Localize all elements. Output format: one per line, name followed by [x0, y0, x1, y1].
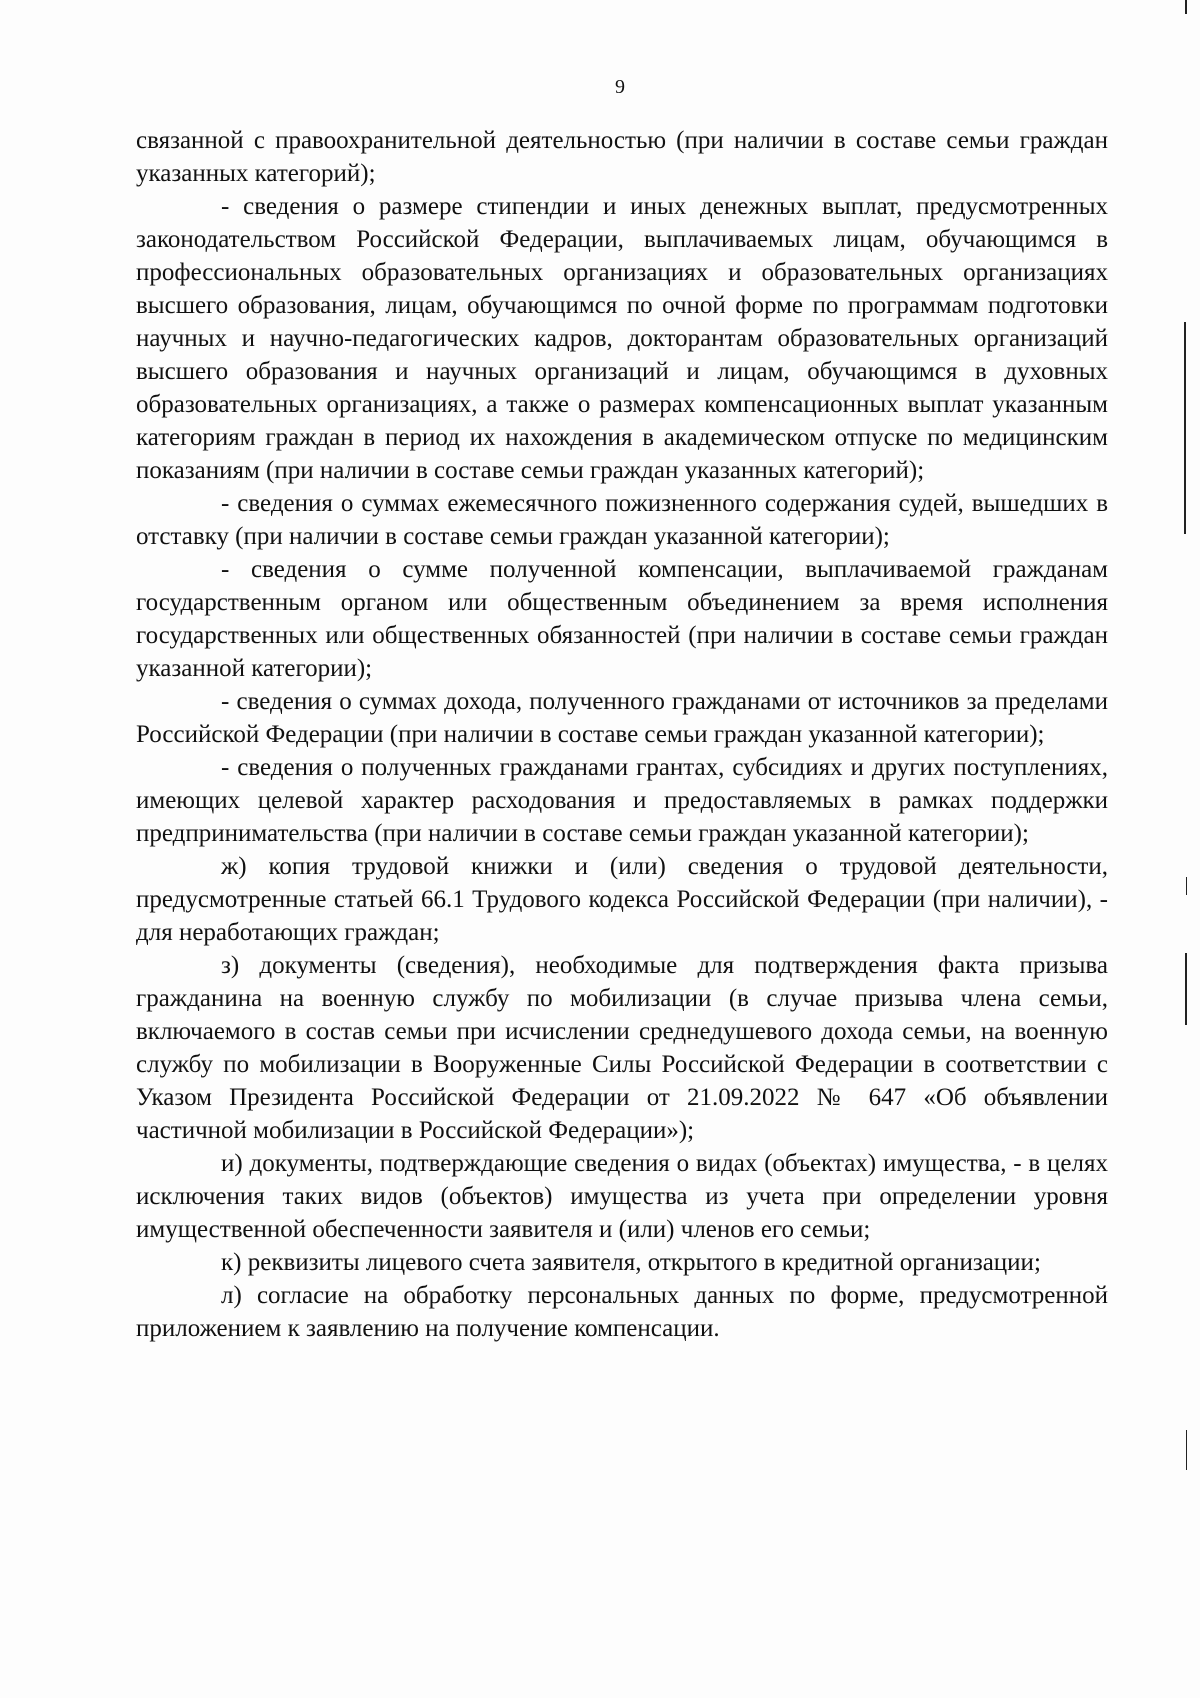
paragraph-judges-allowance: - сведения о суммах ежемесячного пожизненного содержания судей, вышедших в отставку (при наличии в составе семьи граждан указанной категории); [136, 490, 1108, 550]
paragraph-foreign-income: - сведения о суммах дохода, полученного гражданами от источников за пределами Российской Федерации (при наличии в составе семьи граждан указанной категории); [136, 688, 1108, 748]
paragraph-item-l: л) согласие на обработку персональных данных по форме, предусмотренной приложением к заявлению на получение компенсации. [136, 1282, 1108, 1342]
paragraph-item-z: з) документы (сведения), необходимые для подтверждения факта призыва гражданина на военную службу по мобилизации (в случае призыва члена семьи, включаемого в состав семьи при исчислении среднедушевого дохода семьи, на военную службу по мобилизации в Вооруженные Силы Российской Федерации в соответствии с Указом Президента Российской Федерации от 21.09.2022 № 647 «Об объявлении частичной мобилизации в Российской Федерации»); [136, 952, 1108, 1144]
paragraph-continuation: связанной с правоохранительной деятельностью (при наличии в составе семьи граждан указанных категорий); [136, 127, 1108, 187]
paragraph-stipend-info: - сведения о размере стипендии и иных денежных выплат, предусмотренных законодательством Российской Федерации, выплачиваемых лицам, обучающимся в профессиональных образовательных организациях и образовательных организациях высшего образования, лицам, обучающимся по очной форме по программам подготовки научных и научно-педагогических кадров, докторантам образовательных организаций высшего образования и научных организаций и лицам, обучающимся в духовных образовательных организациях, а также о размерах компенсационных выплат указанным категориям граждан в период их нахождения в академическом отпуске по медицинским показаниям (при наличии в составе семьи граждан указанных категорий); [136, 193, 1108, 484]
scan-edge-mark [1186, 1430, 1187, 1470]
paragraph-grants-subsidies: - сведения о полученных гражданами грантах, субсидиях и других поступлениях, имеющих целевой характер расходования и предоставляемых в рамках поддержки предпринимательства (при наличии в составе семьи граждан указанной категории); [136, 754, 1108, 847]
scan-edge-mark [1186, 877, 1187, 895]
scan-edge-mark [1185, 953, 1187, 1025]
scan-edge-mark [1184, 322, 1186, 534]
page-number: 9 [615, 76, 625, 98]
scan-edge-mark [1185, 0, 1187, 14]
paragraph-item-zh: ж) копия трудовой книжки и (или) сведения о трудовой деятельности, предусмотренные статьей 66.1 Трудового кодекса Российской Федерации (при наличии), - для неработающих граждан; [136, 853, 1108, 946]
paragraph-compensation-duties: - сведения о сумме полученной компенсации, выплачиваемой гражданам государственным органом или общественным объединением за время исполнения государственных или общественных обязанностей (при наличии в составе семьи граждан указанной категории); [136, 556, 1108, 682]
paragraph-item-i: и) документы, подтверждающие сведения о видах (объектах) имущества, - в целях исключения таких видов (объектов) имущества из учета при определении уровня имущественной обеспеченности заявителя и (или) членов его семьи; [136, 1150, 1108, 1243]
paragraph-item-k: к) реквизиты лицевого счета заявителя, открытого в кредитной организации; [221, 1249, 1041, 1276]
document-body [136, 124, 1108, 1345]
